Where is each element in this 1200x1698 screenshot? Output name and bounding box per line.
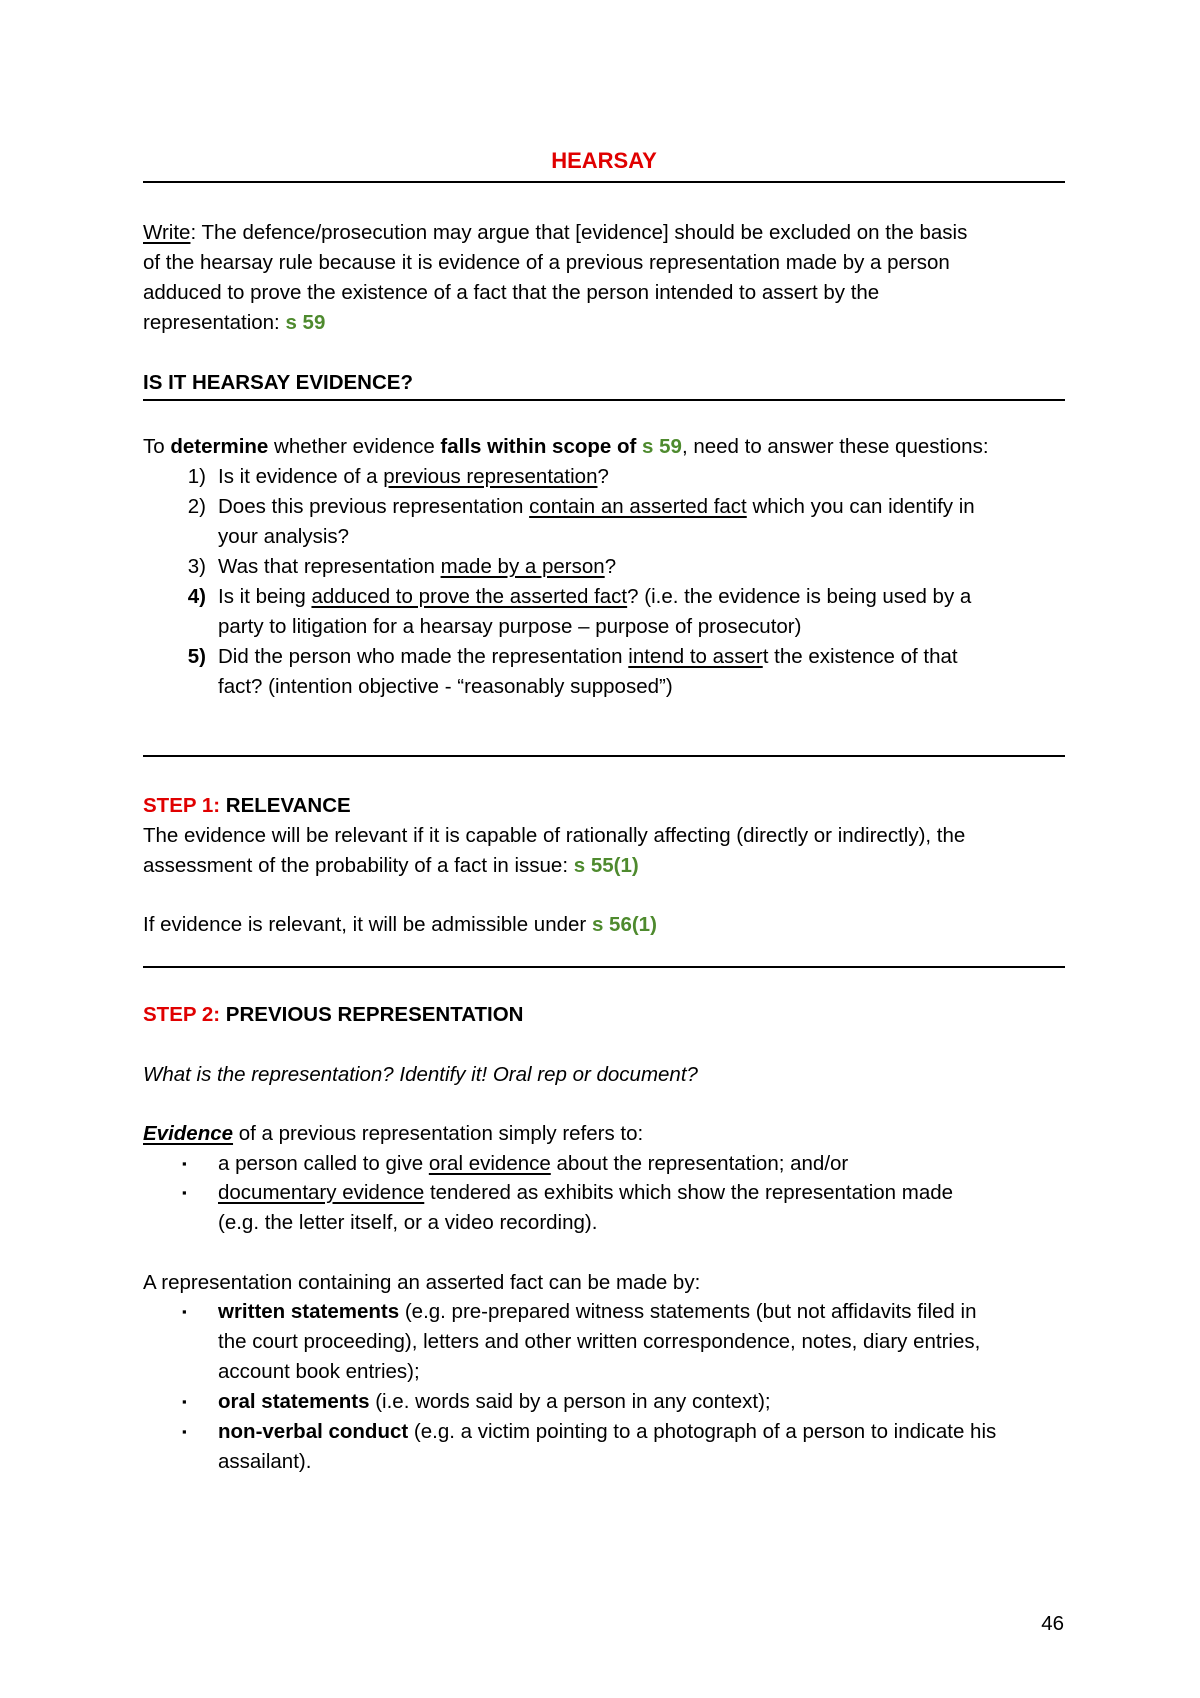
- section-ref: s 56(1): [591, 913, 657, 936]
- section-heading-hearsay-evidence: IS IT HEARSAY EVIDENCE?: [143, 371, 413, 394]
- question-number: 5): [187, 645, 206, 668]
- section-ref: s 55(1): [573, 854, 639, 877]
- made-by-intro: A representation containing an asserted fact can be made by:: [143, 1271, 701, 1294]
- list-item-continuation: assailant).: [218, 1450, 312, 1473]
- question-item: Is it being adduced to prove the asserted fact? (i.e. the evidence is being used by a: [218, 585, 972, 608]
- question-number: 1): [187, 465, 206, 488]
- question-number: 3): [187, 555, 206, 578]
- step-2-heading: STEP 2: PREVIOUS REPRESENTATION: [143, 1003, 524, 1026]
- list-item-continuation: (e.g. the letter itself, or a video recording).: [218, 1211, 598, 1234]
- square-bullet-icon: ▪: [182, 1424, 187, 1439]
- list-item-continuation: the court proceeding), letters and other written correspondence, notes, diary entries,: [218, 1330, 981, 1353]
- section-divider: [143, 399, 1065, 401]
- write-line-4: representation: s 59: [143, 311, 326, 334]
- section-divider: [143, 755, 1065, 757]
- list-item-continuation: account book entries);: [218, 1360, 420, 1383]
- square-bullet-icon: ▪: [182, 1156, 187, 1171]
- question-number: 4): [187, 585, 206, 608]
- question-item-continuation: fact? (intention objective - “reasonably supposed”): [218, 675, 673, 698]
- step-2-question: What is the representation? Identify it! Oral rep or document?: [143, 1063, 698, 1086]
- section-divider: [143, 966, 1065, 968]
- step-1-heading: STEP 1: RELEVANCE: [143, 794, 351, 817]
- step-1-text: If evidence is relevant, it will be admissible under s 56(1): [143, 913, 657, 936]
- question-number: 2): [187, 495, 206, 518]
- page-number: 46: [1041, 1612, 1064, 1635]
- question-item: Does this previous representation contain an asserted fact which you can identify in: [218, 495, 975, 518]
- step-1-text: The evidence will be relevant if it is capable of rationally affecting (directly or indirectly), the: [143, 824, 966, 847]
- title-divider: [143, 181, 1065, 183]
- section-ref: s 59: [285, 311, 326, 334]
- list-item: documentary evidence tendered as exhibits which show the representation made: [218, 1181, 954, 1204]
- write-line-2: of the hearsay rule because it is evidence of a previous representation made by a person: [143, 251, 950, 274]
- list-item: non-verbal conduct (e.g. a victim pointing to a photograph of a person to indicate his: [218, 1420, 997, 1443]
- list-item: written statements (e.g. pre-prepared witness statements (but not affidavits filed in: [218, 1300, 977, 1323]
- step-1-text: assessment of the probability of a fact in issue: s 55(1): [143, 854, 639, 877]
- square-bullet-icon: ▪: [182, 1394, 187, 1409]
- page-title: HEARSAY: [551, 148, 657, 173]
- write-paragraph: Write: The defence/prosecution may argue that [evidence] should be excluded on the basis: [143, 221, 968, 244]
- question-item-continuation: your analysis?: [218, 525, 350, 548]
- square-bullet-icon: ▪: [182, 1185, 187, 1200]
- question-item: Did the person who made the representation intend to assert the existence of that: [218, 645, 958, 668]
- question-item: Is it evidence of a previous representation?: [218, 465, 609, 488]
- question-item-continuation: party to litigation for a hearsay purpose – purpose of prosecutor): [218, 615, 802, 638]
- scope-intro: To determine whether evidence falls within scope of s 59, need to answer these questions:: [143, 435, 989, 458]
- list-item: oral statements (i.e. words said by a person in any context);: [218, 1390, 771, 1413]
- section-ref: s 59: [642, 435, 682, 458]
- write-label: Write: [143, 221, 191, 244]
- question-item: Was that representation made by a person?: [218, 555, 617, 578]
- square-bullet-icon: ▪: [182, 1304, 187, 1319]
- evidence-definition: Evidence of a previous representation simply refers to:: [143, 1122, 644, 1145]
- list-item: a person called to give oral evidence about the representation; and/or: [218, 1152, 849, 1175]
- write-line-3: adduced to prove the existence of a fact that the person intended to assert by the: [143, 281, 880, 304]
